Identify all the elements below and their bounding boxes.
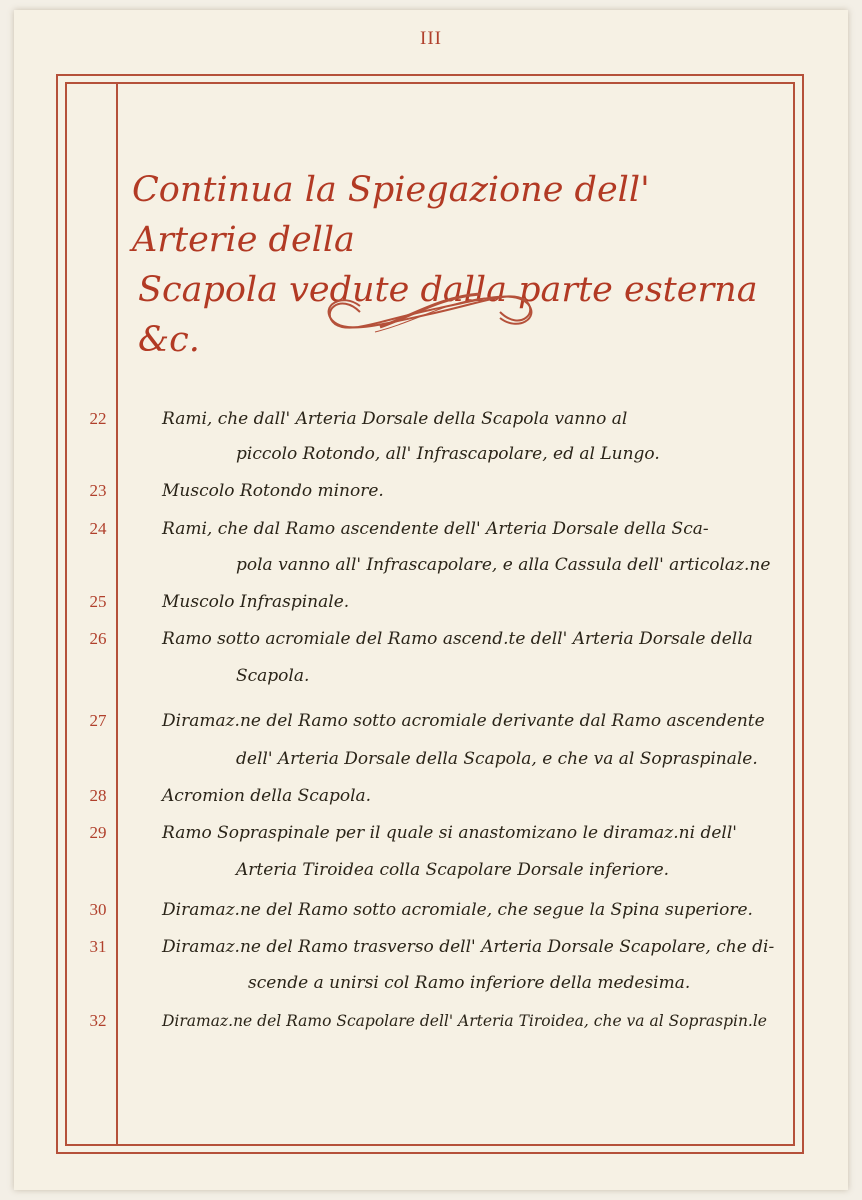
entry-text: dell' Arteria Dorsale della Scapola, e che va al Sopraspinale.	[236, 749, 758, 769]
list-item	[0, 704, 862, 738]
list-item	[0, 622, 862, 656]
entry-text: Rami, che dal Ramo ascendente dell' Arteria Dorsale della Sca-	[162, 519, 709, 539]
entry-number: 24	[89, 519, 107, 538]
list-item	[0, 1004, 862, 1038]
list-item	[0, 548, 862, 582]
list-item	[0, 930, 862, 964]
decorative-flourish-icon	[320, 282, 540, 344]
entry-text: Ramo Sopraspinale per il quale si anastomizano le diramaz.ni dell'	[162, 823, 737, 843]
entry-text: Ramo sotto acromiale del Ramo ascend.te dell' Arteria Dorsale della	[162, 629, 753, 649]
entry-text: Diramaz.ne del Ramo sotto acromiale derivante dal Ramo ascendente	[162, 711, 765, 731]
entry-number: 31	[89, 937, 107, 956]
list-item	[0, 585, 862, 619]
entry-number: 23	[89, 481, 107, 500]
list-item	[0, 659, 862, 693]
entry-number: 29	[89, 823, 107, 842]
entry-number: 30	[89, 900, 107, 919]
entry-text: scende a unirsi col Ramo inferiore della medesima.	[248, 973, 691, 993]
entry-number: 27	[89, 711, 107, 730]
entry-text: Arteria Tiroidea colla Scapolare Dorsale inferiore.	[236, 860, 670, 880]
list-item	[0, 816, 862, 850]
entry-text: Rami, che dall' Arteria Dorsale della Scapola vanno al	[162, 409, 628, 429]
entry-text: Acromion della Scapola.	[162, 786, 372, 806]
entry-number: 32	[89, 1011, 107, 1030]
entry-text: Diramaz.ne del Ramo Scapolare dell' Arteria Tiroidea, che va al Sopraspin.le	[162, 1012, 767, 1030]
entry-text: Muscolo Infraspinale.	[162, 592, 350, 612]
list-item	[0, 742, 862, 776]
list-item	[0, 893, 862, 927]
list-item	[0, 437, 862, 471]
entry-number: 22	[89, 409, 107, 428]
entry-number: 26	[89, 629, 107, 648]
list-item	[0, 474, 862, 508]
list-item	[0, 512, 862, 546]
entry-number: 25	[89, 592, 107, 611]
entry-text: Diramaz.ne del Ramo trasverso dell' Arteria Dorsale Scapolare, che di-	[162, 937, 775, 957]
page-number: III	[420, 28, 442, 49]
entry-text: Muscolo Rotondo minore.	[162, 481, 384, 501]
entry-text: piccolo Rotondo, all' Infrascapolare, ed al Lungo.	[236, 444, 660, 464]
title-line-2: Scapola vedute dalla parte esterna &c.	[138, 270, 758, 360]
list-item	[0, 402, 862, 436]
entry-text: Scapola.	[236, 666, 310, 686]
list-item	[0, 779, 862, 813]
list-item	[0, 853, 862, 887]
entry-text: Diramaz.ne del Ramo sotto acromiale, che segue la Spina superiore.	[162, 900, 753, 920]
list-item	[0, 966, 862, 1000]
title-line-1: Continua la Spiegazione dell' Arterie della	[132, 170, 650, 260]
entry-text: pola vanno all' Infrascapolare, e alla Cassula dell' articolaz.ne	[236, 555, 771, 575]
entry-number: 28	[89, 786, 107, 805]
